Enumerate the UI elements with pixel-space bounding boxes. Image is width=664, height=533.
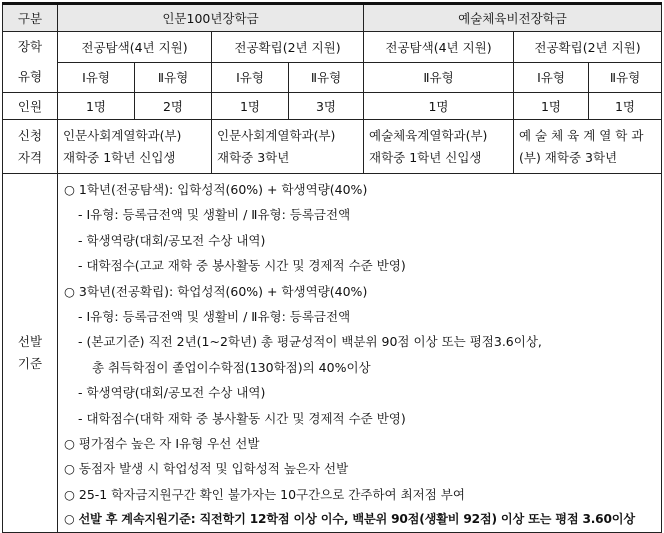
track-humanities-establish: 전공확립(2년 지원) xyxy=(212,32,364,63)
eligibility-line: 예술체육계열학과(부) xyxy=(369,127,488,143)
label-type-line2: 유형 xyxy=(17,69,43,84)
criteria-line: - 학생역량(대회/공모전 수상 내역) xyxy=(78,232,266,248)
criteria-line: - 대학점수(고교 재학 중 봉사활동 시간 및 경제적 수준 반영) xyxy=(78,258,406,274)
criteria-line: ○ 1학년(전공탐색): 입학성적(60%) + 학생역량(40%) xyxy=(64,182,368,197)
eligibility-line: (부) 재학중 3학년 xyxy=(519,149,618,165)
label-type-line1: 장학 xyxy=(17,39,43,54)
selection-criteria-content xyxy=(58,174,662,533)
label-selection-line1: 선발 xyxy=(17,334,43,350)
scholarship-table xyxy=(2,2,662,533)
label-eligibility xyxy=(3,120,58,174)
eligibility-humanities-establish xyxy=(212,120,364,174)
label-eligibility-line2: 자격 xyxy=(17,149,43,165)
criteria-line-continued-support: ○ 선발 후 계속지원기준: 직전학기 12학점 이상 이수, 백분위 90점(생활비 92점) 이상 또는 평점 3.60이상 xyxy=(64,512,635,527)
type-cell: Ⅱ유형 xyxy=(364,63,514,93)
track-arts-establish: 전공확립(2년 지원) xyxy=(514,32,662,63)
headcount-cell: 1명 xyxy=(58,93,135,120)
label-eligibility-line1: 신청 xyxy=(17,127,43,143)
header-category: 구분 xyxy=(3,4,58,32)
type-cell: Ⅰ유형 xyxy=(58,63,135,93)
type-cell: Ⅰ유형 xyxy=(514,63,589,93)
eligibility-line: 예 술 체 육 계 열 학 과 xyxy=(519,127,644,143)
criteria-line: ○ 평가점수 높은 자 Ⅰ유형 우선 선발 xyxy=(64,435,260,451)
label-scholarship-type xyxy=(3,32,58,93)
criteria-line: ○ 3학년(전공확립): 학업성적(60%) + 학생역량(40%) xyxy=(64,283,368,299)
eligibility-line: 인문사회계열학과(부) xyxy=(217,127,336,143)
eligibility-arts-establish xyxy=(514,120,662,174)
header-scholarship-arts-sports: 예술체육비전장학금 xyxy=(364,4,662,32)
headcount-cell: 1명 xyxy=(364,93,514,120)
track-arts-explore: 전공탐색(4년 지원) xyxy=(364,32,514,63)
label-selection-line2: 기준 xyxy=(17,356,43,372)
eligibility-arts-explore xyxy=(364,120,514,174)
label-headcount: 인원 xyxy=(3,93,58,120)
type-cell: Ⅱ유형 xyxy=(289,63,364,93)
criteria-line: 총 취득학점이 졸업이수학점(130학점)의 40%이상 xyxy=(92,359,371,375)
label-selection-criteria xyxy=(3,174,58,533)
headcount-cell: 1명 xyxy=(514,93,589,120)
headcount-cell: 3명 xyxy=(289,93,364,120)
header-scholarship-humanities: 인문100년장학금 xyxy=(58,4,364,32)
track-humanities-explore: 전공탐색(4년 지원) xyxy=(58,32,212,63)
type-cell: Ⅱ유형 xyxy=(589,63,662,93)
eligibility-line: 재학중 1학년 신입생 xyxy=(63,149,176,165)
eligibility-line: 재학중 1학년 신입생 xyxy=(369,149,482,165)
eligibility-line: 재학중 3학년 xyxy=(217,149,290,165)
headcount-cell: 1명 xyxy=(212,93,289,120)
eligibility-line: 인문사회계열학과(부) xyxy=(63,127,182,143)
criteria-line: - 학생역량(대회/공모전 수상 내역) xyxy=(78,385,266,401)
type-cell: Ⅱ유형 xyxy=(135,63,212,93)
headcount-cell: 2명 xyxy=(135,93,212,120)
eligibility-humanities-explore xyxy=(58,120,212,174)
criteria-line: ○ 동점자 발생 시 학업성적 및 입학성적 높은자 선발 xyxy=(64,461,349,477)
criteria-line: - Ⅰ유형: 등록금전액 및 생활비 / Ⅱ유형: 등록금전액 xyxy=(78,308,351,324)
headcount-cell: 1명 xyxy=(589,93,662,120)
criteria-line: - 대학점수(대학 재학 중 봉사활동 시간 및 경제적 수준 반영) xyxy=(78,410,406,426)
type-cell: Ⅰ유형 xyxy=(212,63,289,93)
criteria-line: - Ⅰ유형: 등록금전액 및 생활비 / Ⅱ유형: 등록금전액 xyxy=(78,207,351,223)
criteria-line: - (본교기준) 직전 2년(1~2학년) 총 평균성적이 백분위 90점 이상 또는 평점3.6이상, xyxy=(78,334,542,350)
criteria-line: ○ 25-1 학자금지원구간 확인 불가자는 10구간으로 간주하여 최저점 부여 xyxy=(64,486,465,502)
